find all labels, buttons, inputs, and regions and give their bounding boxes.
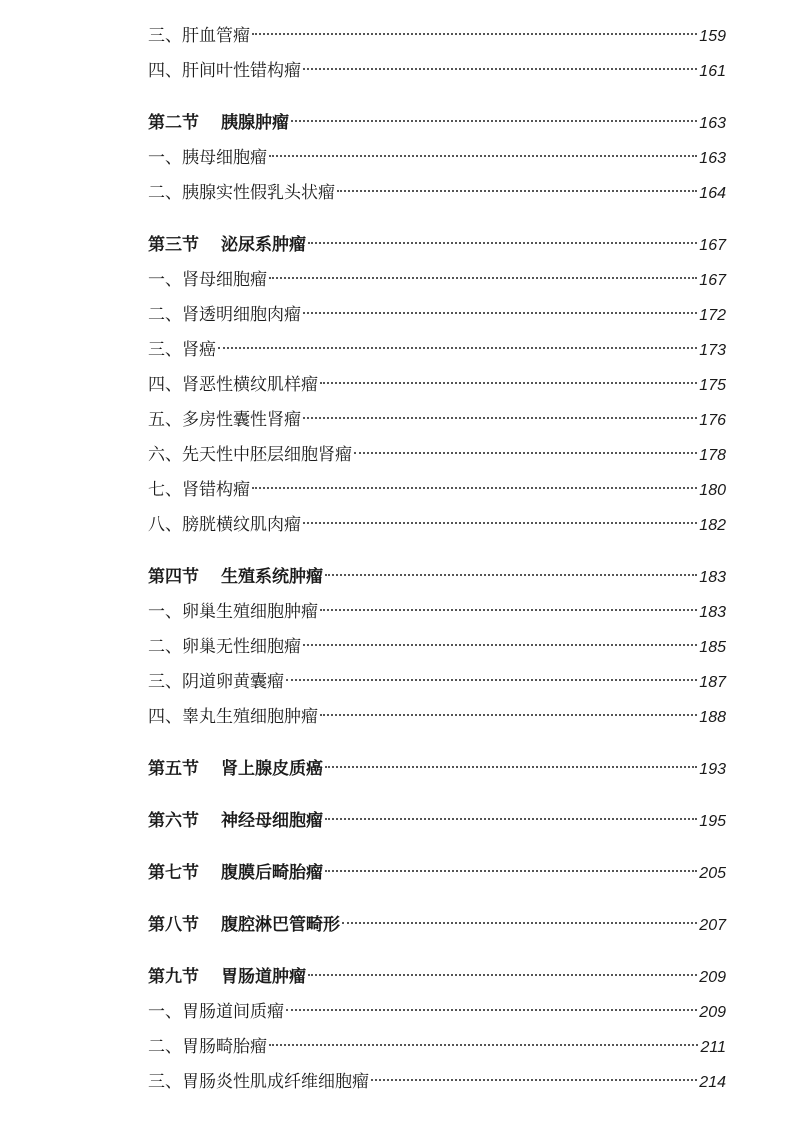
entry-label: 七、肾错构瘤 <box>148 480 250 500</box>
toc-entry <box>148 263 726 298</box>
dot-leader <box>269 155 697 157</box>
page-number: 178 <box>699 447 726 464</box>
section-number: 第三节 <box>148 235 199 255</box>
section-title: 神经母细胞瘤 <box>221 811 323 831</box>
page-number: 214 <box>699 1074 726 1091</box>
page-number: 172 <box>699 307 726 324</box>
entry-label: 八、膀胱横纹肌肉瘤 <box>148 515 301 535</box>
toc-entry <box>148 333 726 368</box>
section-title: 胰腺肿瘤 <box>221 113 289 133</box>
dot-leader <box>286 1009 697 1011</box>
toc-entry <box>148 141 726 176</box>
table-of-contents <box>148 19 726 1100</box>
entry-label: 一、肾母细胞瘤 <box>148 270 267 290</box>
section-label <box>148 752 323 787</box>
section-label <box>148 560 323 595</box>
section-number: 第六节 <box>148 811 199 831</box>
page-number: 161 <box>699 63 726 80</box>
section-title: 泌尿系肿瘤 <box>221 235 306 255</box>
page-number: 173 <box>699 342 726 359</box>
entry-label: 四、肾恶性横纹肌样瘤 <box>148 375 318 395</box>
entry-label: 三、肾癌 <box>148 340 216 360</box>
toc-entry <box>148 700 726 735</box>
section-number: 第四节 <box>148 567 199 587</box>
section-label <box>148 804 323 839</box>
dot-leader <box>303 68 697 70</box>
toc-entry <box>148 298 726 333</box>
section-title: 腹膜后畸胎瘤 <box>221 863 323 883</box>
toc-entry <box>148 473 726 508</box>
entry-label: 六、先天性中胚层细胞肾瘤 <box>148 445 352 465</box>
dot-leader <box>371 1079 697 1081</box>
toc-entry <box>148 19 726 54</box>
entry-label: 三、胃肠炎性肌成纤维细胞瘤 <box>148 1072 369 1092</box>
section-number: 第八节 <box>148 915 199 935</box>
page-number: 182 <box>699 517 726 534</box>
toc-entry <box>148 995 726 1030</box>
toc-section-heading <box>148 856 726 891</box>
dot-leader <box>303 417 697 419</box>
dot-leader <box>286 679 697 681</box>
entry-label: 五、多房性囊性肾瘤 <box>148 410 301 430</box>
page-number: 209 <box>699 969 726 986</box>
page-number: 183 <box>699 569 726 586</box>
page-number: 209 <box>699 1004 726 1021</box>
toc-entry <box>148 54 726 89</box>
page-number: 195 <box>699 813 726 830</box>
toc-entry <box>148 665 726 700</box>
dot-leader <box>269 1044 698 1046</box>
toc-entry <box>148 508 726 543</box>
section-number: 第二节 <box>148 113 199 133</box>
page-number: 164 <box>699 185 726 202</box>
dot-leader <box>325 870 697 872</box>
page-number: 185 <box>699 639 726 656</box>
toc-section-heading <box>148 804 726 839</box>
section-title: 胃肠道肿瘤 <box>221 967 306 987</box>
dot-leader <box>291 120 697 122</box>
section-number: 第五节 <box>148 759 199 779</box>
toc-section-heading <box>148 560 726 595</box>
page-number: 187 <box>699 674 726 691</box>
toc-section-heading <box>148 908 726 943</box>
entry-label: 一、胰母细胞瘤 <box>148 148 267 168</box>
page-number: 188 <box>699 709 726 726</box>
entry-label: 一、卵巢生殖细胞肿瘤 <box>148 602 318 622</box>
entry-label: 三、阴道卵黄囊瘤 <box>148 672 284 692</box>
toc-section-heading <box>148 960 726 995</box>
entry-label: 二、胃肠畸胎瘤 <box>148 1037 267 1057</box>
page-number: 163 <box>699 150 726 167</box>
dot-leader <box>354 452 697 454</box>
dot-leader <box>303 312 697 314</box>
dot-leader <box>325 818 697 820</box>
toc-section-heading <box>148 228 726 263</box>
toc-entry <box>148 1065 726 1100</box>
entry-label: 一、胃肠道间质瘤 <box>148 1002 284 1022</box>
section-label <box>148 908 340 943</box>
dot-leader <box>320 382 697 384</box>
dot-leader <box>308 974 697 976</box>
dot-leader <box>303 644 697 646</box>
entry-label: 二、胰腺实性假乳头状瘤 <box>148 183 335 203</box>
dot-leader <box>325 574 697 576</box>
dot-leader <box>308 242 697 244</box>
dot-leader <box>325 766 697 768</box>
page-number: 183 <box>699 604 726 621</box>
section-label <box>148 960 306 995</box>
page-number: 175 <box>699 377 726 394</box>
section-label <box>148 106 289 141</box>
toc-entry <box>148 630 726 665</box>
dot-leader <box>303 522 697 524</box>
page-number: 193 <box>699 761 726 778</box>
section-number: 第七节 <box>148 863 199 883</box>
dot-leader <box>337 190 697 192</box>
page-number: 167 <box>699 272 726 289</box>
section-label <box>148 228 306 263</box>
entry-label: 四、睾丸生殖细胞肿瘤 <box>148 707 318 727</box>
page-number: 167 <box>699 237 726 254</box>
page-number: 159 <box>699 28 726 45</box>
toc-entry <box>148 595 726 630</box>
section-title: 肾上腺皮质癌 <box>221 759 323 779</box>
page-number: 180 <box>699 482 726 499</box>
dot-leader <box>252 487 697 489</box>
dot-leader <box>320 714 697 716</box>
toc-entry <box>148 438 726 473</box>
dot-leader <box>269 277 697 279</box>
section-number: 第九节 <box>148 967 199 987</box>
page-number: 211 <box>700 1039 726 1056</box>
section-title: 生殖系统肿瘤 <box>221 567 323 587</box>
toc-entry <box>148 403 726 438</box>
entry-label: 四、肝间叶性错构瘤 <box>148 61 301 81</box>
entry-label: 二、卵巢无性细胞瘤 <box>148 637 301 657</box>
toc-section-heading <box>148 106 726 141</box>
entry-label: 二、肾透明细胞肉瘤 <box>148 305 301 325</box>
toc-entry <box>148 176 726 211</box>
section-label <box>148 856 323 891</box>
page-number: 163 <box>699 115 726 132</box>
entry-label: 三、肝血管瘤 <box>148 26 250 46</box>
page-number: 207 <box>699 917 726 934</box>
dot-leader <box>342 922 697 924</box>
toc-entry <box>148 368 726 403</box>
toc-entry <box>148 1030 726 1065</box>
page-number: 205 <box>699 865 726 882</box>
dot-leader <box>218 347 697 349</box>
dot-leader <box>320 609 697 611</box>
dot-leader <box>252 33 697 35</box>
page-number: 176 <box>699 412 726 429</box>
toc-section-heading <box>148 752 726 787</box>
section-title: 腹腔淋巴管畸形 <box>221 915 340 935</box>
